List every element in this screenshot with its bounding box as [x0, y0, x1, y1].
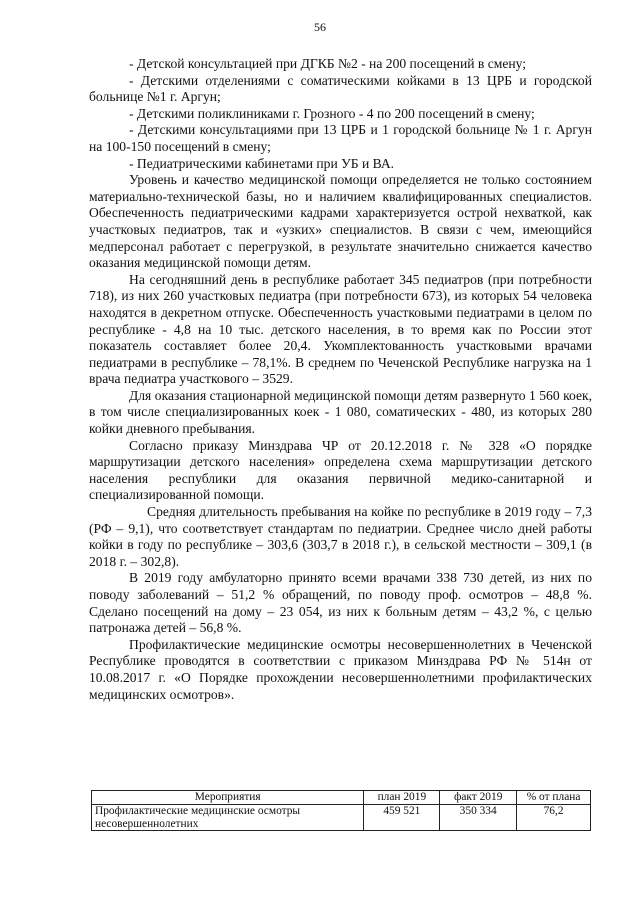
header-measures: Мероприятия: [92, 791, 364, 805]
document-body: [89, 56, 592, 703]
paragraph-routing-order: Согласно приказу Минздрава ЧР от 20.12.2018 г. № 328 «О порядке маршрутизации детского населения» определена схема маршрутизации детского населения республики для оказания первичной медико-санитарной и специализированной помощи.: [89, 437, 592, 503]
list-item: - Педиатрическими кабинетами при УБ и ВА.: [129, 155, 395, 171]
exams-table-wrapper: [91, 790, 591, 831]
list-item: - Детскими поликлиниками г. Грозного - 4 по 200 посещений в смену;: [129, 105, 535, 121]
cell-plan: 459 521: [364, 805, 440, 831]
list-item: - Детскими отделениями с соматическими койками в 13 ЦРБ и городской больнице №1 г. Аргун;: [89, 72, 592, 105]
page-number: 56: [314, 20, 326, 34]
header-fact-2019: факт 2019: [440, 791, 517, 805]
list-item: - Детскими консультациями при 13 ЦРБ и 1 городской больнице № 1 г. Аргун на 100-150 посещений в смену;: [89, 122, 592, 154]
cell-measure: Профилактические медицинские осмотры несовершеннолетних: [92, 805, 364, 831]
header-plan-2019: план 2019: [364, 791, 440, 805]
list-item: - Детской консультацией при ДГКБ №2 - на 200 посещений в смену;: [129, 56, 527, 71]
paragraph-preventive-exams: Профилактические медицинские осмотры несовершеннолетних в Чеченской Республике проводятся в соответствии с приказом Минздрава РФ № 514н от 10.08.2017 г. «О Порядке прохождении несовершеннолетними профилактических медицинских осмотров».: [89, 636, 592, 702]
header-percent-of-plan: % от плана: [517, 791, 591, 805]
paragraph-bed-stay: Средняя длительность пребывания на койке по республике в 2019 году – 7,3 (РФ – 9,1), что соответствует стандартам по педиатрии. Среднее число дней работы койки в году по республике – 303,6 (303,7 в 2018 г.), в сельской местности – 309,1 (в 2018 г. – 302,8).: [89, 504, 592, 569]
exams-table: [91, 790, 591, 831]
table-row: [92, 805, 591, 831]
cell-fact: 350 334: [440, 805, 517, 831]
paragraph-pediatricians: На сегодняшний день в республике работает 345 педиатров (при потребности 718), из них 260 участковых педиатра (при потребности 673), из которых 54 человека находятся в декретном отпуске. Обеспеченность участковыми педиатрами в целом по республике - 4,8 на 10 тыс. детского населения, в то время как по России этот показатель составляет более 20,4. Укомплектованность участковыми врачами педиатрами в республике – 78,1%. В среднем по Чеченской Республике нагрузка на 1 врача педиатра участкового – 3529.: [89, 271, 592, 387]
table-header-row: [92, 791, 591, 805]
paragraph-beds: Для оказания стационарной медицинской помощи детям развернуто 1 560 коек, в том числе специализированных коек - 1 080, соматических - 480, из которых 280 койки дневного пребывания.: [89, 387, 592, 437]
paragraph-care-quality: Уровень и качество медицинской помощи определяется не только состоянием материально-технической базы, но и наличием квалифицированных специалистов. Обеспеченность педиатрическими кадрами характеризуется острой нехваткой, как участковых педиатров, так и «узких» специалистов. В связи с чем, имеющийся медперсонал работает с перегрузкой, в результате значительно снижается качество оказания медицинской помощи детям.: [89, 172, 592, 271]
paragraph-outpatient: В 2019 году амбулаторно принято всеми врачами 338 730 детей, из них по поводу заболеваний – 51,2 % обращений, по поводу проф. осмотров – 48,8 %. Сделано посещений на дому – 23 054, из них к больным детям – 43,2 %, с целью патронажа детей – 56,8 %.: [89, 570, 592, 636]
cell-percent: 76,2: [517, 805, 591, 831]
